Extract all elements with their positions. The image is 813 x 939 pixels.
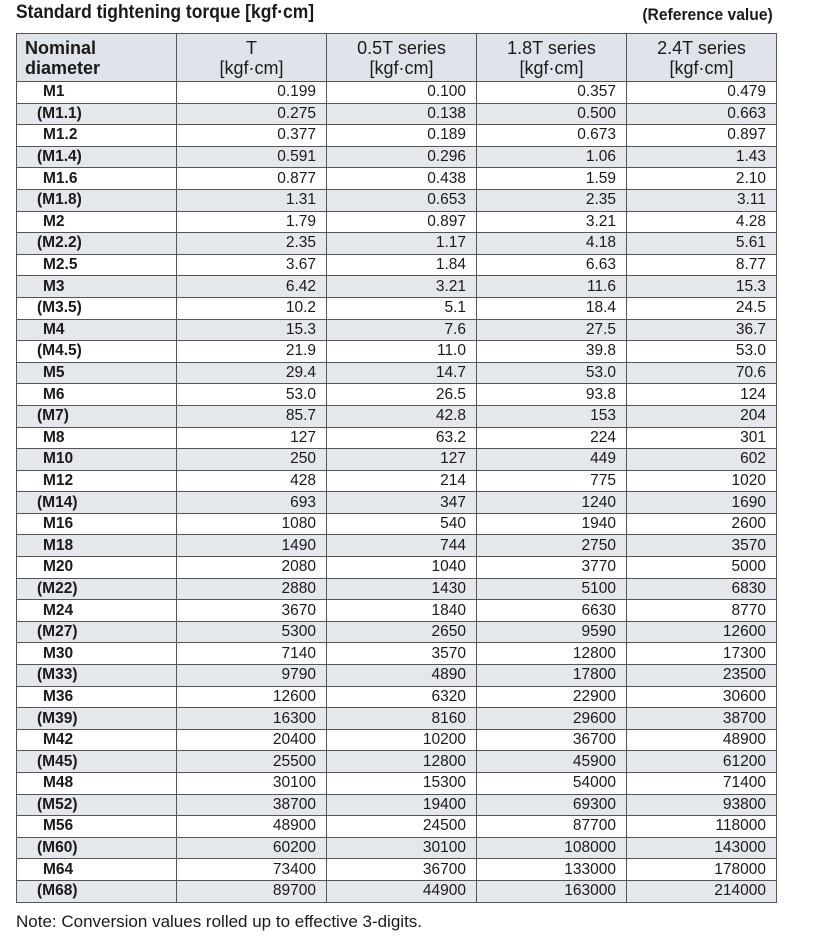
cell-value: 0.897 — [327, 211, 477, 233]
cell-value: 12800 — [327, 751, 477, 773]
cell-value: 38700 — [627, 708, 777, 730]
table-row — [17, 125, 777, 147]
header-t — [177, 34, 327, 82]
cell-nominal-diameter: (M1.4) — [17, 146, 177, 168]
cell-value: 1080 — [177, 513, 327, 535]
cell-value: 18.4 — [477, 297, 627, 319]
cell-value: 124 — [627, 384, 777, 406]
cell-value: 1.43 — [627, 146, 777, 168]
table-row — [17, 600, 777, 622]
table-row — [17, 837, 777, 859]
table-row — [17, 643, 777, 665]
cell-value: 14.7 — [327, 362, 477, 384]
cell-value: 0.296 — [327, 146, 477, 168]
table-row — [17, 82, 777, 104]
cell-value: 6320 — [327, 686, 477, 708]
cell-value: 3670 — [177, 600, 327, 622]
cell-value: 2.35 — [177, 233, 327, 255]
cell-nominal-diameter: M1.6 — [17, 168, 177, 190]
cell-value: 71400 — [627, 773, 777, 795]
cell-value: 38700 — [177, 794, 327, 816]
table-row — [17, 492, 777, 514]
cell-nominal-diameter: (M45) — [17, 751, 177, 773]
cell-value: 15.3 — [177, 319, 327, 341]
cell-value: 30100 — [327, 837, 477, 859]
cell-value: 24500 — [327, 816, 477, 838]
table-row — [17, 384, 777, 406]
table-row — [17, 729, 777, 751]
cell-value: 89700 — [177, 880, 327, 902]
cell-nominal-diameter: M4 — [17, 319, 177, 341]
cell-nominal-diameter: M3 — [17, 276, 177, 298]
cell-value: 1940 — [477, 513, 627, 535]
cell-value: 93.8 — [477, 384, 627, 406]
cell-value: 17800 — [477, 665, 627, 687]
table-row — [17, 816, 777, 838]
cell-value: 0.877 — [177, 168, 327, 190]
table-row — [17, 427, 777, 449]
cell-value: 48900 — [177, 816, 327, 838]
cell-value: 0.100 — [327, 82, 477, 104]
cell-value: 8.77 — [627, 254, 777, 276]
cell-value: 2750 — [477, 535, 627, 557]
cell-value: 10.2 — [177, 297, 327, 319]
table-row — [17, 233, 777, 255]
reference-label: (Reference value) — [642, 5, 773, 24]
cell-value: 214 — [327, 470, 477, 492]
cell-value: 133000 — [477, 859, 627, 881]
cell-nominal-diameter: M48 — [17, 773, 177, 795]
header-unit: [kgf·cm] — [369, 57, 434, 78]
table-row — [17, 319, 777, 341]
cell-value: 61200 — [627, 751, 777, 773]
cell-value: 44900 — [327, 880, 477, 902]
header-label: Nominal diameter — [25, 37, 101, 78]
cell-value: 5000 — [627, 557, 777, 579]
cell-value: 25500 — [177, 751, 327, 773]
cell-nominal-diameter: (M68) — [17, 880, 177, 902]
cell-nominal-diameter: M10 — [17, 449, 177, 471]
header-row — [17, 34, 777, 82]
cell-value: 3.67 — [177, 254, 327, 276]
cell-value: 0.377 — [177, 125, 327, 147]
cell-value: 29.4 — [177, 362, 327, 384]
table-row — [17, 751, 777, 773]
cell-value: 36.7 — [627, 319, 777, 341]
cell-nominal-diameter: M20 — [17, 557, 177, 579]
cell-value: 15300 — [327, 773, 477, 795]
cell-value: 178000 — [627, 859, 777, 881]
cell-value: 1.17 — [327, 233, 477, 255]
cell-value: 127 — [327, 449, 477, 471]
cell-value: 54000 — [477, 773, 627, 795]
cell-value: 63.2 — [327, 427, 477, 449]
cell-value: 53.0 — [177, 384, 327, 406]
cell-value: 428 — [177, 470, 327, 492]
table-row — [17, 168, 777, 190]
cell-value: 4.28 — [627, 211, 777, 233]
cell-nominal-diameter: (M1.8) — [17, 189, 177, 211]
cell-value: 1840 — [327, 600, 477, 622]
cell-value: 2650 — [327, 621, 477, 643]
cell-value: 5100 — [477, 578, 627, 600]
cell-value: 20400 — [177, 729, 327, 751]
table-row — [17, 276, 777, 298]
cell-value: 0.591 — [177, 146, 327, 168]
cell-nominal-diameter: (M1.1) — [17, 103, 177, 125]
table-row — [17, 470, 777, 492]
cell-value: 3770 — [477, 557, 627, 579]
table-row — [17, 557, 777, 579]
header-0.5t-series — [327, 34, 477, 82]
cell-value: 1.59 — [477, 168, 627, 190]
cell-value: 7.6 — [327, 319, 477, 341]
cell-nominal-diameter: (M2.2) — [17, 233, 177, 255]
cell-nominal-diameter: M42 — [17, 729, 177, 751]
table-row — [17, 103, 777, 125]
cell-value: 0.199 — [177, 82, 327, 104]
header-unit: [kgf·cm] — [519, 57, 584, 78]
table-row — [17, 146, 777, 168]
cell-value: 48900 — [627, 729, 777, 751]
cell-value: 2.10 — [627, 168, 777, 190]
cell-nominal-diameter: (M14) — [17, 492, 177, 514]
cell-value: 12800 — [477, 643, 627, 665]
cell-nominal-diameter: M2 — [17, 211, 177, 233]
cell-value: 6830 — [627, 578, 777, 600]
cell-nominal-diameter: M6 — [17, 384, 177, 406]
cell-value: 1.06 — [477, 146, 627, 168]
page-title: Standard tightening torque [kgf·cm] — [16, 2, 315, 23]
cell-value: 214000 — [627, 880, 777, 902]
cell-value: 301 — [627, 427, 777, 449]
cell-nominal-diameter: M8 — [17, 427, 177, 449]
cell-value: 69300 — [477, 794, 627, 816]
cell-value: 42.8 — [327, 405, 477, 427]
cell-value: 224 — [477, 427, 627, 449]
cell-nominal-diameter: M1 — [17, 82, 177, 104]
table-row — [17, 686, 777, 708]
cell-value: 693 — [177, 492, 327, 514]
header-unit: [kgf·cm] — [219, 57, 284, 78]
cell-value: 5.1 — [327, 297, 477, 319]
cell-value: 1020 — [627, 470, 777, 492]
table-row — [17, 297, 777, 319]
cell-nominal-diameter: M64 — [17, 859, 177, 881]
cell-value: 3570 — [327, 643, 477, 665]
cell-value: 2080 — [177, 557, 327, 579]
cell-value: 39.8 — [477, 341, 627, 363]
cell-nominal-diameter: M2.5 — [17, 254, 177, 276]
cell-value: 7140 — [177, 643, 327, 665]
cell-value: 12600 — [177, 686, 327, 708]
footnote: Note: Conversion values rolled up to effective 3-digits. — [16, 912, 423, 931]
cell-value: 30100 — [177, 773, 327, 795]
table-row — [17, 880, 777, 902]
cell-value: 6630 — [477, 600, 627, 622]
cell-nominal-diameter: M1.2 — [17, 125, 177, 147]
cell-value: 60200 — [177, 837, 327, 859]
table-row — [17, 578, 777, 600]
cell-value: 5300 — [177, 621, 327, 643]
cell-value: 23500 — [627, 665, 777, 687]
cell-value: 1240 — [477, 492, 627, 514]
cell-nominal-diameter: (M33) — [17, 665, 177, 687]
cell-value: 11.6 — [477, 276, 627, 298]
cell-value: 10200 — [327, 729, 477, 751]
cell-value: 2.35 — [477, 189, 627, 211]
cell-value: 0.138 — [327, 103, 477, 125]
cell-value: 6.63 — [477, 254, 627, 276]
cell-value: 53.0 — [627, 341, 777, 363]
cell-value: 3.11 — [627, 189, 777, 211]
header-label: 1.8T series — [507, 37, 596, 58]
cell-value: 4.18 — [477, 233, 627, 255]
cell-value: 3.21 — [477, 211, 627, 233]
cell-value: 22900 — [477, 686, 627, 708]
cell-nominal-diameter: M24 — [17, 600, 177, 622]
cell-value: 45900 — [477, 751, 627, 773]
cell-value: 0.663 — [627, 103, 777, 125]
cell-value: 0.897 — [627, 125, 777, 147]
cell-nominal-diameter: (M52) — [17, 794, 177, 816]
cell-value: 1.84 — [327, 254, 477, 276]
cell-value: 1690 — [627, 492, 777, 514]
cell-value: 4890 — [327, 665, 477, 687]
table-row — [17, 211, 777, 233]
cell-value: 0.673 — [477, 125, 627, 147]
cell-nominal-diameter: M16 — [17, 513, 177, 535]
cell-value: 73400 — [177, 859, 327, 881]
cell-value: 775 — [477, 470, 627, 492]
cell-value: 1430 — [327, 578, 477, 600]
cell-value: 16300 — [177, 708, 327, 730]
cell-value: 0.479 — [627, 82, 777, 104]
cell-value: 6.42 — [177, 276, 327, 298]
cell-value: 0.653 — [327, 189, 477, 211]
cell-value: 29600 — [477, 708, 627, 730]
cell-value: 15.3 — [627, 276, 777, 298]
cell-value: 0.189 — [327, 125, 477, 147]
cell-nominal-diameter: (M22) — [17, 578, 177, 600]
table-row — [17, 859, 777, 881]
cell-value: 8160 — [327, 708, 477, 730]
header-1.8t-series — [477, 34, 627, 82]
table-row — [17, 254, 777, 276]
cell-value: 602 — [627, 449, 777, 471]
cell-nominal-diameter: (M7) — [17, 405, 177, 427]
table-body — [17, 82, 777, 903]
cell-nominal-diameter: M36 — [17, 686, 177, 708]
cell-value: 17300 — [627, 643, 777, 665]
cell-value: 0.275 — [177, 103, 327, 125]
header-2.4t-series — [627, 34, 777, 82]
cell-nominal-diameter: M18 — [17, 535, 177, 557]
cell-nominal-diameter: M12 — [17, 470, 177, 492]
cell-value: 93800 — [627, 794, 777, 816]
cell-nominal-diameter: (M4.5) — [17, 341, 177, 363]
cell-value: 2600 — [627, 513, 777, 535]
cell-value: 449 — [477, 449, 627, 471]
cell-value: 85.7 — [177, 405, 327, 427]
cell-value: 127 — [177, 427, 327, 449]
cell-value: 70.6 — [627, 362, 777, 384]
table-row — [17, 362, 777, 384]
cell-value: 204 — [627, 405, 777, 427]
cell-value: 24.5 — [627, 297, 777, 319]
cell-value: 11.0 — [327, 341, 477, 363]
cell-value: 143000 — [627, 837, 777, 859]
table-row — [17, 535, 777, 557]
cell-nominal-diameter: (M60) — [17, 837, 177, 859]
cell-value: 87700 — [477, 816, 627, 838]
cell-value: 36700 — [327, 859, 477, 881]
cell-nominal-diameter: (M3.5) — [17, 297, 177, 319]
cell-value: 3570 — [627, 535, 777, 557]
table-row — [17, 405, 777, 427]
cell-value: 53.0 — [477, 362, 627, 384]
cell-value: 0.438 — [327, 168, 477, 190]
cell-value: 540 — [327, 513, 477, 535]
cell-value: 108000 — [477, 837, 627, 859]
table-row — [17, 449, 777, 471]
cell-value: 744 — [327, 535, 477, 557]
cell-value: 1040 — [327, 557, 477, 579]
cell-value: 26.5 — [327, 384, 477, 406]
cell-value: 0.500 — [477, 103, 627, 125]
cell-value: 12600 — [627, 621, 777, 643]
cell-value: 21.9 — [177, 341, 327, 363]
table-row — [17, 621, 777, 643]
header-unit: [kgf·cm] — [669, 57, 734, 78]
cell-nominal-diameter: (M39) — [17, 708, 177, 730]
cell-value: 1490 — [177, 535, 327, 557]
cell-value: 36700 — [477, 729, 627, 751]
cell-value: 0.357 — [477, 82, 627, 104]
cell-value: 347 — [327, 492, 477, 514]
cell-value: 250 — [177, 449, 327, 471]
header-nominal-diameter — [17, 34, 177, 82]
table-row — [17, 708, 777, 730]
cell-nominal-diameter: M30 — [17, 643, 177, 665]
table-row — [17, 341, 777, 363]
table-row — [17, 189, 777, 211]
cell-value: 3.21 — [327, 276, 477, 298]
cell-value: 9790 — [177, 665, 327, 687]
cell-value: 163000 — [477, 880, 627, 902]
cell-nominal-diameter: (M27) — [17, 621, 177, 643]
cell-value: 30600 — [627, 686, 777, 708]
header-label: 0.5T series — [357, 37, 446, 58]
cell-value: 118000 — [627, 816, 777, 838]
cell-value: 5.61 — [627, 233, 777, 255]
cell-nominal-diameter: M56 — [17, 816, 177, 838]
table-row — [17, 665, 777, 687]
cell-value: 1.31 — [177, 189, 327, 211]
cell-value: 27.5 — [477, 319, 627, 341]
cell-value: 8770 — [627, 600, 777, 622]
header-label: 2.4T series — [657, 37, 746, 58]
cell-value: 153 — [477, 405, 627, 427]
cell-nominal-diameter: M5 — [17, 362, 177, 384]
table-row — [17, 794, 777, 816]
cell-value: 2880 — [177, 578, 327, 600]
cell-value: 9590 — [477, 621, 627, 643]
cell-value: 19400 — [327, 794, 477, 816]
header-label: T — [246, 37, 257, 58]
table-row — [17, 773, 777, 795]
table-row — [17, 513, 777, 535]
cell-value: 1.79 — [177, 211, 327, 233]
torque-table — [16, 33, 777, 903]
